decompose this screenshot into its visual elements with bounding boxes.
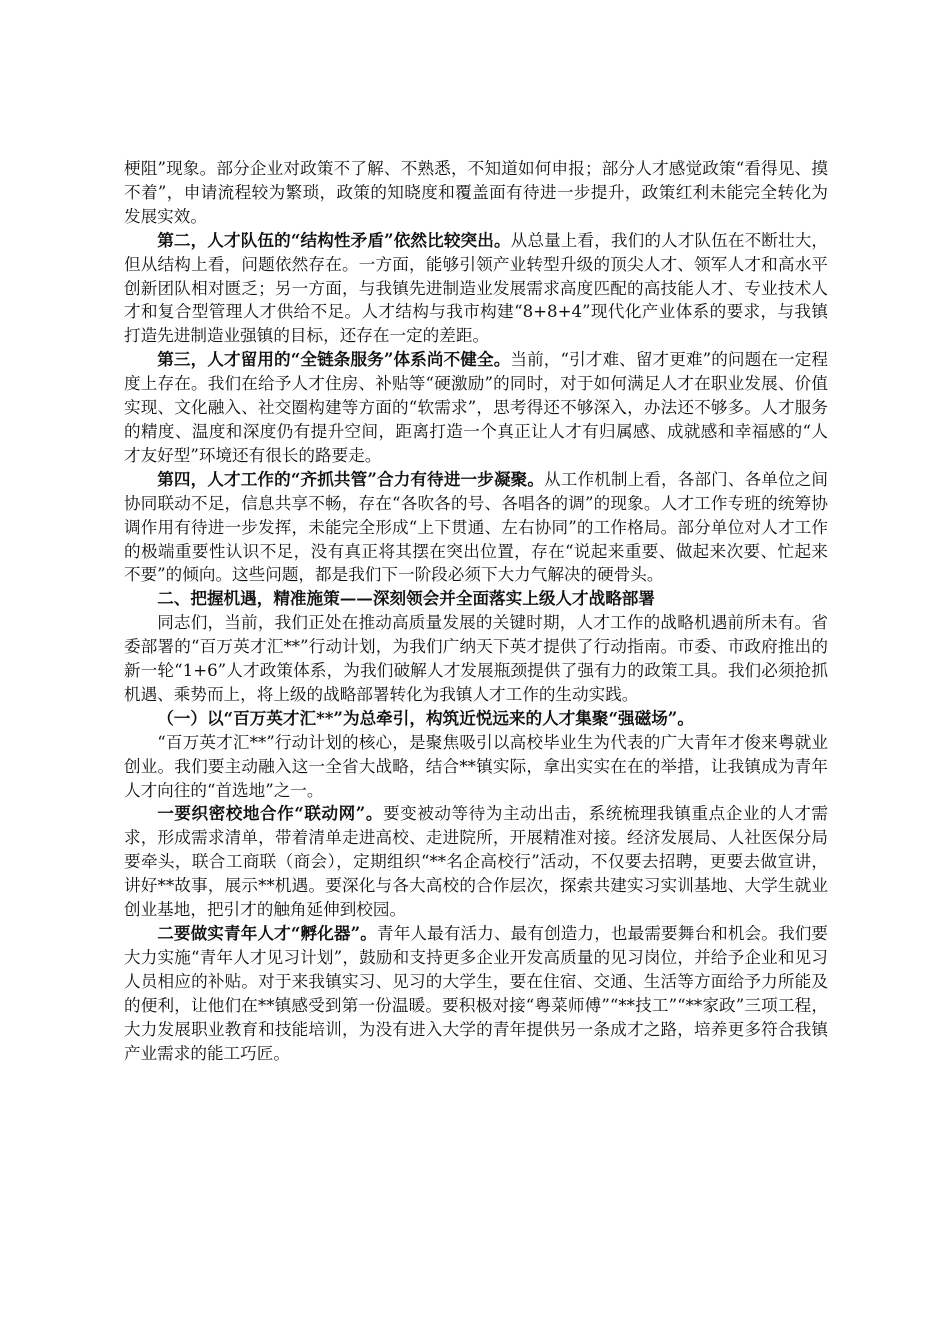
paragraph-3-lead: 第三，人才留用的“全链条服务”体系尚不健全。: [157, 349, 511, 370]
paragraph-4-lead: 第四，人才工作的“齐抓共管”合力有待进一步凝聚。: [157, 468, 545, 489]
paragraph-10-text: 青年人最有活力、最有创造力，也最需要舞台和机会。我们要大力实施“青年人才见习计划”，鼓励和支持更多企业开发高质量的见习岗位，并给予企业和见习人员相应的补贴。对于来我镇实习、见习的大学生，要在住宿、交通、生活等方面给予力所能及的便利，让他们在**镇感受到第一份温暖。要积极对接“粤菜师傅”“**技工”“**家政”三项工程，大力发展职业教育和技能培训，为没有进入大学的青年提供另一条成才之路，培养更多符合我镇产业需求的能工巧匠。: [124, 924, 828, 1063]
paragraph-4-text: 从工作机制上看，各部门、各单位之间协同联动不足，信息共享不畅，存在“各吹各的号、各唱各的调”的现象。人才工作专班的统筹协调作用有待进一步发挥，未能完全形成“上下贯通、左右协同”的工作格局。部分单位对人才工作的极端重要性认识不足，没有真正将其摆在突出位置，存在“说起来重要、做起来次要、忙起来不要”的倾向。这些问题，都是我们下一阶段必须下大力气解决的硬骨头。: [124, 469, 828, 585]
paragraph-6-text: 同志们，当前，我们正处在推动高质量发展的关键时期，人才工作的战略机遇前所未有。省委部署的“百万英才汇**”行动计划，为我们广纳天下英才提供了行动指南。市委、市政府推出的新一轮“1+6”人才政策体系，为我们破解人才发展瓶颈提供了强有力的政策工具。我们必须抢抓机遇、乘势而上，将上级的战略部署转化为我镇人才工作的生动实践。: [124, 613, 828, 704]
paragraph-1-text: 梗阻”现象。部分企业对政策不了解、不熟悉，不知道如何申报；部分人才感觉政策“看得见、摸不着”，申请流程较为繁琐，政策的知晓度和覆盖面有待进一步提升，政策红利未能完全转化为发展实效。: [124, 159, 828, 226]
subsection-heading-1: （一）以“百万英才汇**”为总牵引，构筑近悦远来的人才集聚“强磁场”。: [157, 707, 694, 728]
paragraph-1: [124, 157, 828, 229]
paragraph-6: [124, 611, 828, 707]
paragraph-3: [124, 348, 828, 468]
paragraph-9-text: 要变被动等待为主动出击，系统梳理我镇重点企业的人才需求，形成需求清单，带着清单走进高校、走进院所，开展精准对接。经济发展局、人社医保分局要牵头，联合工商联（商会），定期组织“**名企高校行”活动，不仅要去招聘，更要去做宣讲，讲好**故事，展示**机遇。要深化与各大高校的合作层次，探索共建实习实训基地、大学生就业创业基地，把引才的触角延伸到校园。: [124, 804, 828, 920]
paragraph-10: [124, 922, 828, 1065]
section-heading-2: 二、把握机遇，精准施策——深刻领会并全面落实上级人才战略部署: [157, 588, 655, 609]
paragraph-2: [124, 229, 828, 349]
paragraph-9: [124, 802, 828, 922]
paragraph-2-text: 从总量上看，我们的人才队伍在不断壮大，但从结构上看，问题依然存在。一方面，能够引领产业转型升级的顶尖人才、领军人才和高水平创新团队相对匮乏；另一方面，与我镇先进制造业发展需求高度匹配的高技能人才、专业技术人才和复合型管理人才供给不足。人才结构与我市构建“8+8+4”现代化产业体系的要求，与我镇打造先进制造业强镇的目标，还存在一定的差距。: [124, 230, 829, 346]
paragraph-8-text: “百万英才汇**”行动计划的核心，是聚焦吸引以高校毕业生为代表的广大青年才俊来粤就业创业。我们要主动融入这一全省大战略，结合**镇实际，拿出实实在在的举措，让我镇成为青年人才向往的“首选地”之一。: [124, 732, 828, 800]
paragraph-8: [124, 731, 828, 803]
paragraph-4: [124, 468, 828, 588]
paragraph-10-lead: 二要做实青年人才“孵化器”。: [157, 923, 377, 943]
paragraph-2-lead: 第二，人才队伍的“结构性矛盾”依然比较突出。: [157, 229, 511, 250]
paragraph-9-lead: 一要织密校地合作“联动网”。: [157, 803, 383, 824]
paragraph-3-text: 当前，“引才难、留才更难”的问题在一定程度上存在。我们在给予人才住房、补贴等“硬激励”的同时，对于如何满足人才在职业发展、价值实现、文化融入、社交圈构建等方面的“软需求”，思考得还不够深入，办法还不够多。人才服务的精度、温度和深度仍有提升空间，距离打造一个真正让人才有归属感、成就感和幸福感的“人才友好型”环境还有很长的路要走。: [124, 350, 828, 465]
document-page: [124, 157, 828, 1065]
